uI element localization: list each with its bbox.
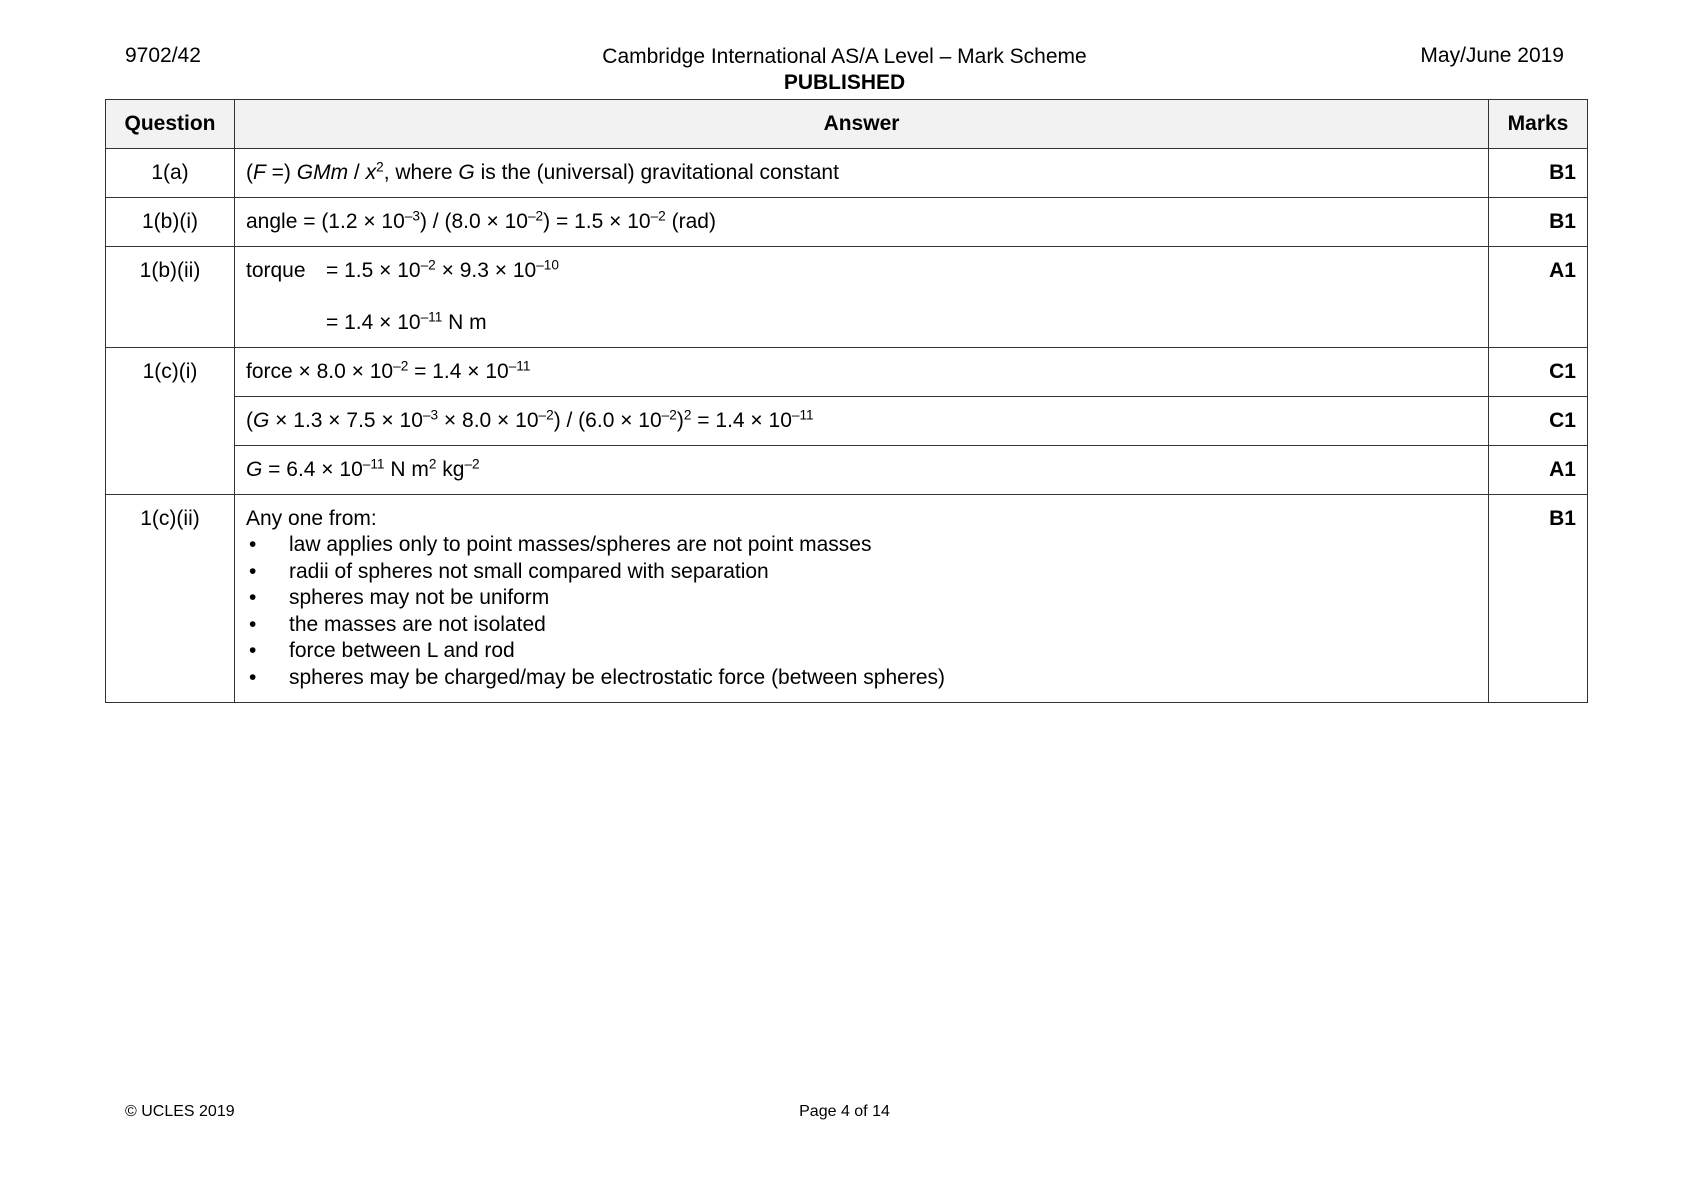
- mark-scheme-table: [105, 99, 1588, 703]
- header-title: Cambridge International AS/A Level – Mark Scheme: [602, 45, 1087, 68]
- marks-cell: A1: [1489, 446, 1588, 495]
- answer-cell: $(G \times 1.3 \times 7.5 \times 10^{-3} \times 8.0 \times 10^{-2}) / (6.0 \times 10^{-2})^2 = 1.4 \times 10^{-11}$: [235, 397, 1489, 446]
- column-header-answer: Answer: [235, 100, 1489, 149]
- column-header-marks: Marks: [1489, 100, 1588, 149]
- answer-cell: $G = 6.4 \times 10^{-11}$ N $m^2$ $kg^{-2}$: [235, 446, 1489, 495]
- table-header-row: [106, 100, 1588, 149]
- marks-cell: C1: [1489, 397, 1588, 446]
- table-row: [106, 247, 1588, 348]
- table-row: [106, 149, 1588, 198]
- list-item: • force between L and rod: [246, 638, 1477, 665]
- table-row: [106, 446, 1588, 495]
- exam-session: May/June 2019: [1420, 44, 1564, 67]
- list-item: • spheres may be charged/may be electrostatic force (between spheres): [246, 665, 1477, 692]
- list-item: • law applies only to point masses/spheres are not point masses: [246, 532, 1477, 559]
- question-cell: 1(b)(ii): [106, 247, 235, 348]
- answer-bullet-list: [246, 532, 1477, 691]
- answer-cell: torque = $1.5 \times 10^{-2} \times 9.3 \times 10^{-10}$ = $1.4 \times 10^{-11}$ N m: [235, 247, 1489, 348]
- answer-intro: Any one from:: [246, 507, 377, 530]
- answer-cell: (F =) GMm / $x^2$, where G is the (universal) gravitational constant: [235, 149, 1489, 198]
- marks-cell: B1: [1489, 149, 1588, 198]
- question-cell: 1(c)(i): [106, 348, 235, 495]
- page-header: [125, 40, 1564, 100]
- answer-cell: [235, 495, 1489, 703]
- question-cell: 1(b)(i): [106, 198, 235, 247]
- table-row: [106, 495, 1588, 703]
- table-row: [106, 198, 1588, 247]
- question-cell: 1(a): [106, 149, 235, 198]
- column-header-question: Question: [106, 100, 235, 149]
- answer-cell: angle = $(1.2 \times 10^{-3}) / (8.0 \times 10^{-2}) = 1.5 \times 10^{-2}$ (rad): [235, 198, 1489, 247]
- marks-cell: C1: [1489, 348, 1588, 397]
- list-item: • spheres may not be uniform: [246, 585, 1477, 612]
- answer-cell: force × $8.0 \times 10^{-2} = 1.4 \times 10^{-11}$: [235, 348, 1489, 397]
- paper-code: 9702/42: [125, 44, 201, 67]
- copyright: © UCLES 2019: [125, 1103, 235, 1120]
- header-status: PUBLISHED: [783, 71, 906, 94]
- marks-cell: A1: [1489, 247, 1588, 348]
- marks-cell: B1: [1489, 495, 1588, 703]
- header-title-block: [125, 44, 1564, 96]
- marks-cell: B1: [1489, 198, 1588, 247]
- table-row: [106, 397, 1588, 446]
- list-item: • radii of spheres not small compared with separation: [246, 559, 1477, 586]
- table-row: [106, 348, 1588, 397]
- list-item: • the masses are not isolated: [246, 612, 1477, 639]
- torque-label: torque: [246, 259, 306, 282]
- page-number: Page 4 of 14: [799, 1103, 890, 1120]
- question-cell: 1(c)(ii): [106, 495, 235, 703]
